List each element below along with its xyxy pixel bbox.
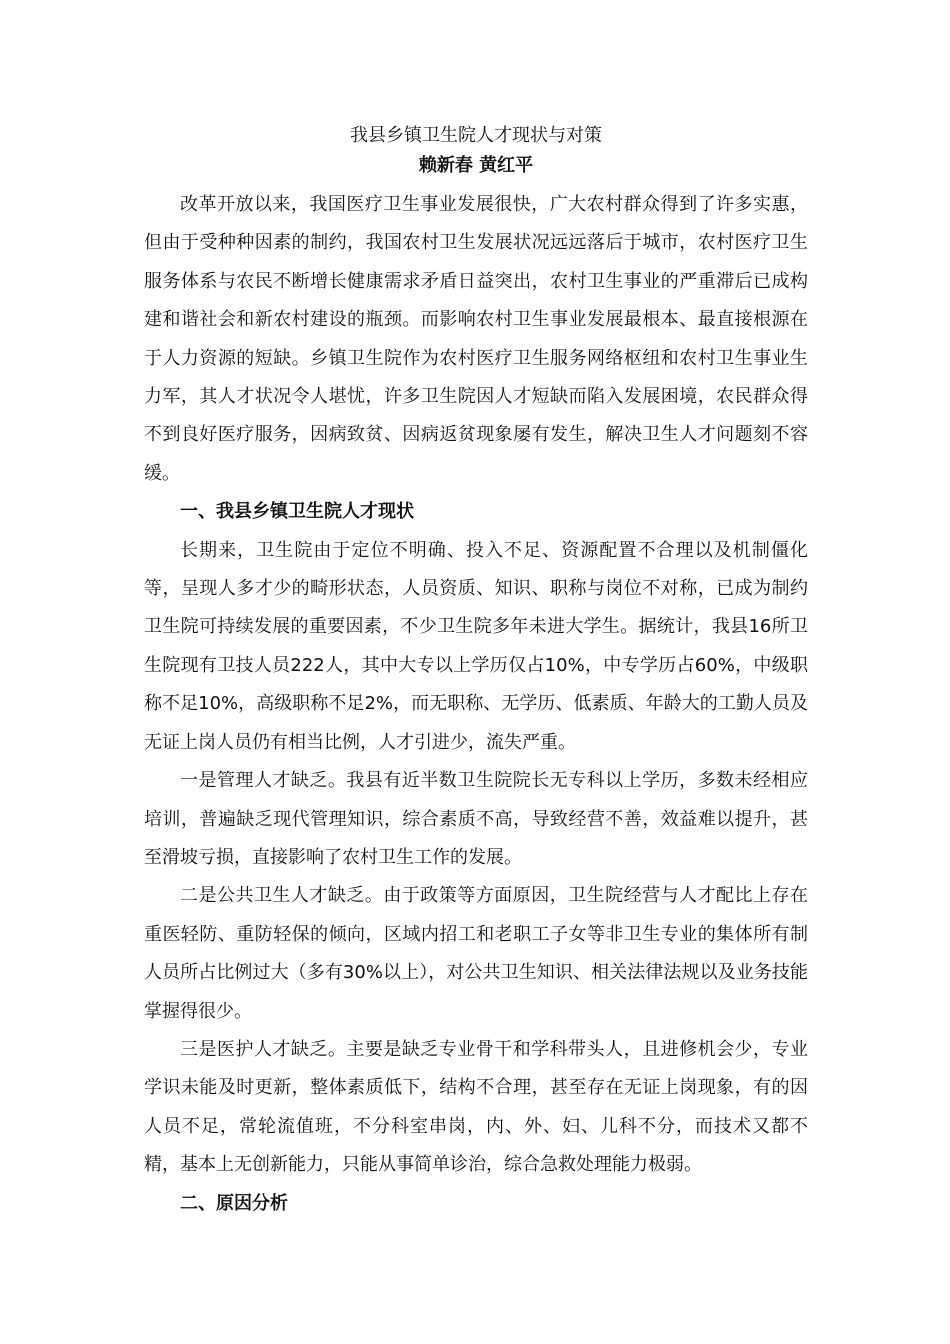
section-1-paragraph-2: 一是管理人才缺乏。我县有近半数卫生院院长无专科以上学历，多数未经相应培训，普遍缺乏现代管理知识，综合素质不高，导致经营不善，效益难以提升，甚至滑坡亏损，直接影响了农村卫生工作的发展。 bbox=[144, 770, 808, 868]
document-title: 我县乡镇卫生院人才现状与对策 bbox=[350, 125, 602, 146]
section-1-paragraph-3: 二是公共卫生人才缺乏。由于政策等方面原因，卫生院经营与人才配比上存在重医轻防、重防轻保的倾向，区域内招工和老职工子女等非卫生专业的集体所有制人员所占比例过大（多有30%以上），对公共卫生知识、相关法律法规以及业务技能掌握得很少。 bbox=[144, 885, 808, 1022]
intro-paragraph: 改革开放以来，我国医疗卫生事业发展很快，广大农村群众得到了许多实惠，但由于受种种因素的制约，我国农村卫生发展状况远远落后于城市，农村医疗卫生服务体系与农民不断增长健康需求矛盾日益突出，农村卫生事业的严重滞后已成构建和谐社会和新农村建设的瓶颈。而影响农村卫生事业发展最根本、最直接根源在于人力资源的短缺。乡镇卫生院作为农村医疗卫生服务网络枢纽和农村卫生事业生力军，其人才状况令人堪忧，许多卫生院因人才短缺而陷入发展困境，农民群众得不到良好医疗服务，因病致贫、因病返贫现象屡有发生，解决卫生人才问题刻不容缓。 bbox=[144, 194, 808, 484]
section-2-heading: 二、原因分析 bbox=[180, 1192, 288, 1214]
section-1-paragraph-1: 长期来，卫生院由于定位不明确、投入不足、资源配置不合理以及机制僵化等，呈现人多才少的畸形状态，人员资质、知识、职称与岗位不对称，已成为制约卫生院可持续发展的重要因素，不少卫生院多年未进大学生。据统计，我县16所卫生院现有卫技人员222人，其中大专以上学历仅占10%，中专学历占60%，中级职称不足10%，高级职称不足2%，而无职称、无学历、低素质、年龄大的工勤人员及无证上岗人员仍有相当比例，人才引进少，流失严重。 bbox=[144, 539, 808, 753]
section-1-heading: 一、我县乡镇卫生院人才现状 bbox=[180, 501, 414, 523]
document-body bbox=[144, 122, 808, 1223]
section-1-paragraph-4: 三是医护人才缺乏。主要是缺乏专业骨干和学科带头人，且进修机会少，专业学识未能及时更新，整体素质低下，结构不合理，甚至存在无证上岗现象，有的因人员不足，常轮流值班，不分科室串岗，内、外、妇、儿科不分，而技术又都不精，基本上无创新能力，只能从事简单诊治，综合急救处理能力极弱。 bbox=[144, 1038, 808, 1176]
document-authors: 赖新春 黄红平 bbox=[418, 155, 534, 176]
